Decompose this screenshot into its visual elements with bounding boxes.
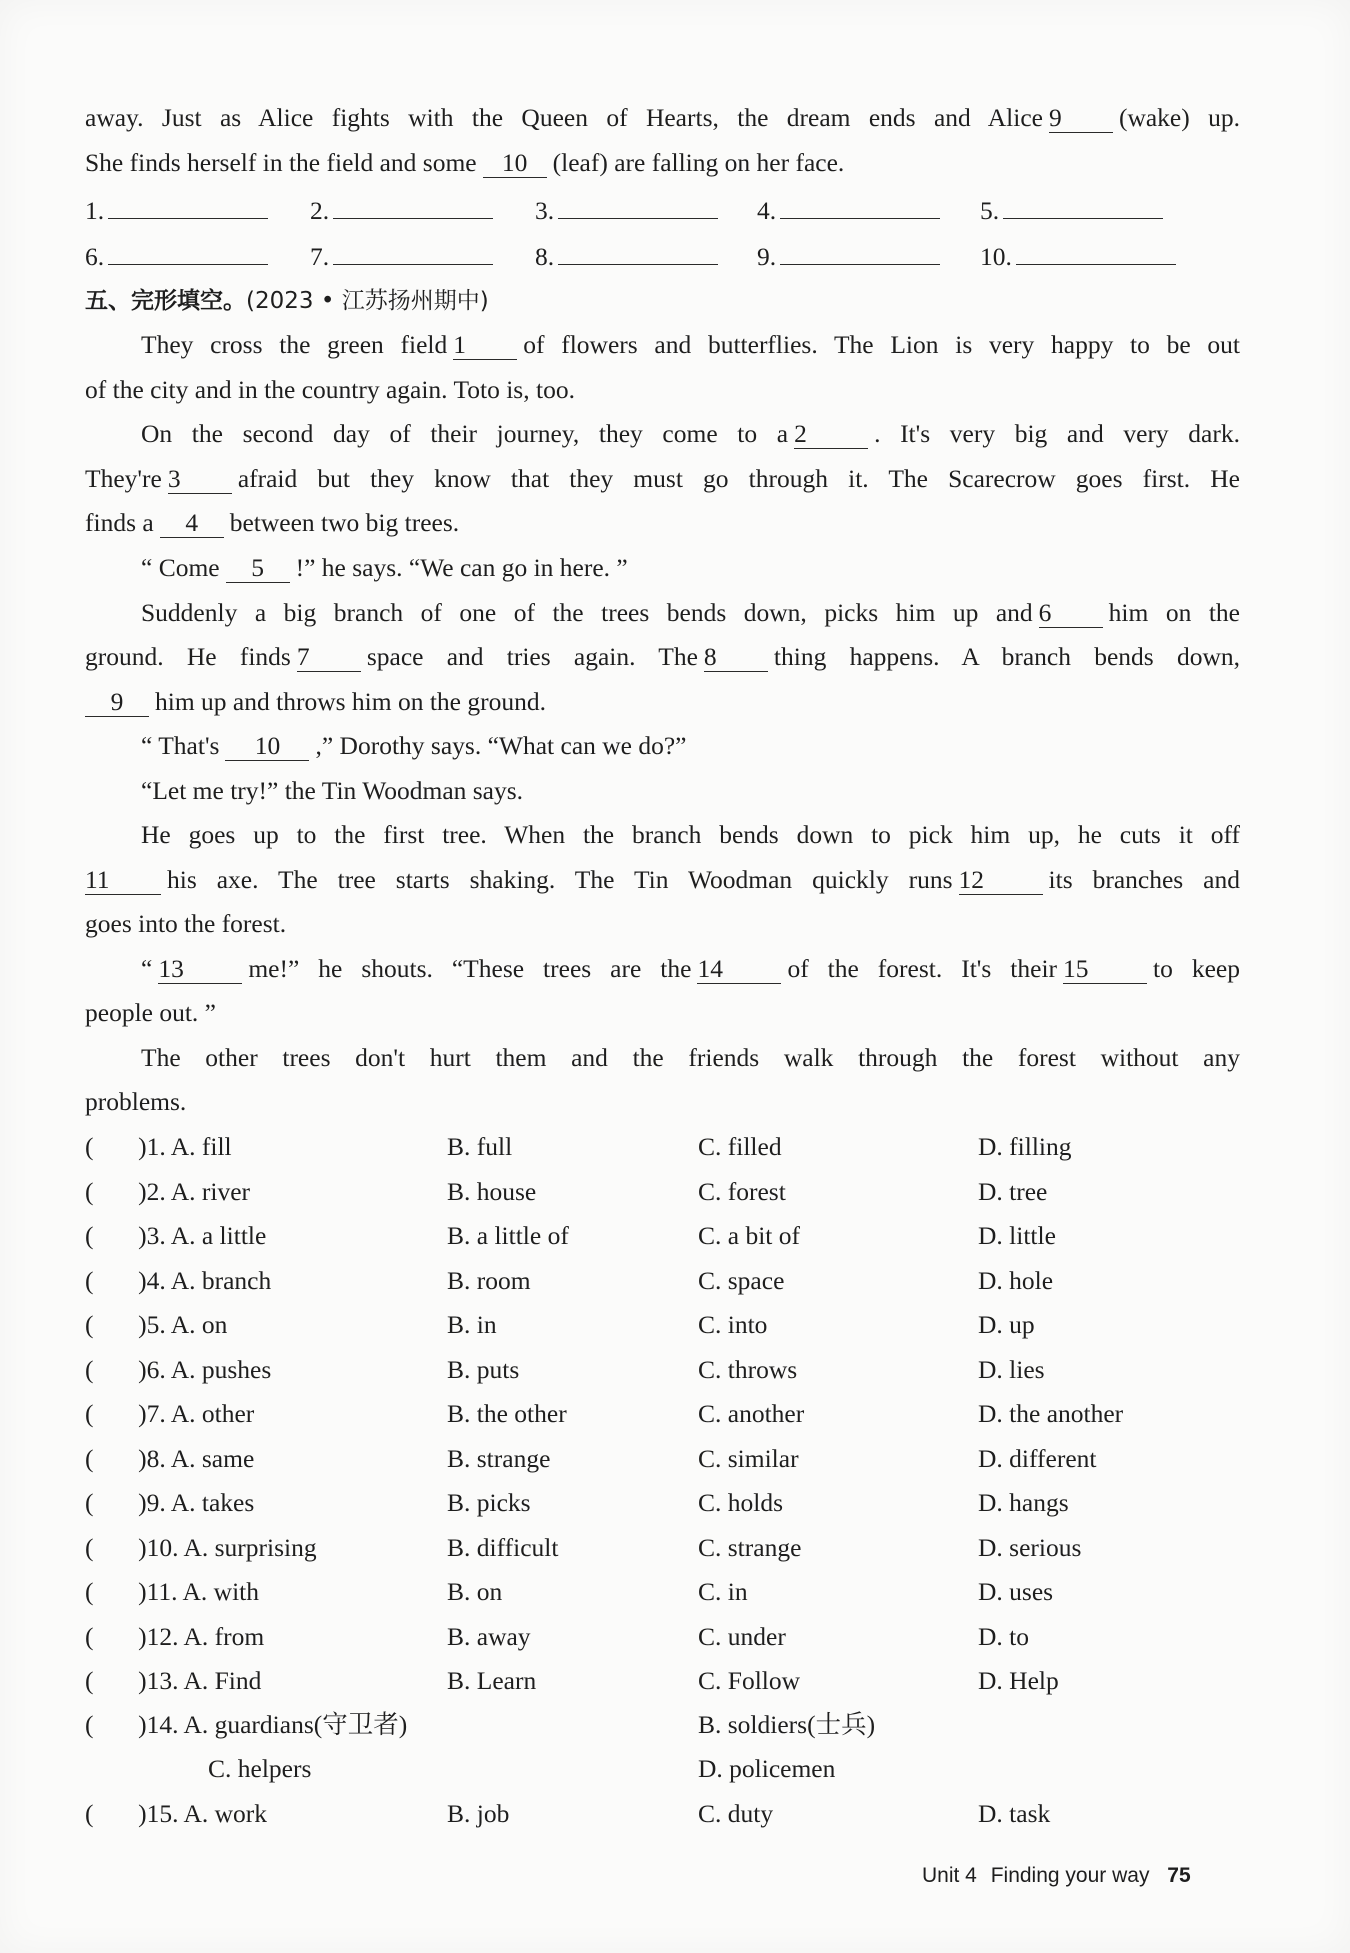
footer-title: Finding your way [990,1864,1150,1887]
page-footer [922,1864,1191,1888]
passage-text: She finds herself in the field and some [85,148,477,177]
answer-number: 5. [980,196,1000,225]
option-a[interactable]: ( )4. A. branch [85,1265,272,1295]
page-number: 75 [1167,1864,1191,1887]
option-b[interactable]: B. full [447,1132,513,1161]
answer-number: 10. [980,242,1012,271]
blank-9[interactable]: 9 [1049,104,1113,133]
option-a[interactable]: ( )8. A. same [85,1443,255,1473]
answer-number: 3. [535,196,555,225]
option-c[interactable]: C. strange [698,1532,802,1562]
option-d[interactable]: D. uses [978,1577,1054,1606]
option-d[interactable]: D. Help [978,1666,1059,1695]
option-b[interactable]: B. strange [447,1443,551,1473]
section-source: (2023 • 江苏扬州期中) [246,288,489,314]
option-c[interactable]: C. similar [698,1443,799,1473]
option-d[interactable]: D. different [978,1443,1097,1473]
answer-number: 1. [85,196,105,225]
option-a[interactable]: ( )5. A. on [85,1310,228,1339]
option-c[interactable]: C. throws [698,1354,798,1384]
cloze-line: “Let me try!” the Tin Woodman says. [141,776,524,805]
option-c[interactable]: C. another [698,1399,805,1428]
option-d[interactable]: D. up [978,1310,1035,1339]
cloze-blank-15[interactable]: 15 [1063,955,1147,984]
option-b[interactable]: B. job [447,1799,510,1828]
answer-number: 6. [85,242,105,271]
answer-number: 7. [310,242,330,271]
cloze-line: problems. [85,1087,187,1116]
option-a[interactable]: ( )6. A. pushes [85,1354,272,1384]
option-c[interactable]: C. filled [698,1132,782,1161]
option-d[interactable]: D. hole [978,1265,1054,1295]
section-title: 五、完形填空。 [85,288,246,314]
option-d[interactable]: D. tree [978,1176,1048,1206]
blank-10[interactable]: 10 [483,149,547,178]
answer-number: 9. [757,242,777,271]
cloze-line: Suddenly a big branch of one of the trees bends down, picks him up and 6 him on the [141,598,1240,627]
cloze-blank-11[interactable]: 11 [85,866,161,895]
option-b[interactable]: B. difficult [447,1532,559,1562]
answer-blank[interactable] [108,192,268,219]
option-d[interactable]: D. little [978,1221,1056,1250]
option-d[interactable]: D. lies [978,1354,1045,1384]
option-c[interactable]: C. a bit of [698,1221,800,1250]
option-b[interactable]: B. away [447,1621,531,1651]
option-d[interactable]: D. filling [978,1132,1072,1161]
option-b[interactable]: B. room [447,1265,531,1295]
cloze-line: “ That's 10 ,” Dorothy says. “What can we do?” [141,731,687,760]
cloze-line: “ Come 5 !” he says. “We can go in here. ” [141,553,628,582]
cloze-blank-8[interactable]: 8 [704,643,768,672]
option-b[interactable]: B. on [447,1577,503,1606]
footer-unit: Unit 4 [922,1864,977,1887]
option-a[interactable]: ( )7. A. other [85,1399,255,1428]
cloze-blank-10[interactable]: 10 [225,732,309,761]
cloze-line: “ 13 me!” he shouts. “These trees are the 14 of the forest. It's their 15 to keep [141,954,1240,983]
option-c[interactable]: C. Follow [698,1666,801,1695]
cloze-blank-1[interactable]: 1 [453,331,517,360]
answer-blank[interactable] [558,192,718,219]
option-d[interactable]: D. policemen [698,1754,836,1783]
cloze-blank-3[interactable]: 3 [168,465,232,494]
cloze-line: of the city and in the country again. Toto is, too. [85,375,575,404]
cloze-blank-14[interactable]: 14 [697,955,781,984]
cloze-line: They cross the green field 1 of flowers and butterflies. The Lion is very happy to be out [141,330,1241,359]
cloze-line: He goes up to the first tree. When the branch bends down to pick him up, he cuts it off [141,820,1240,849]
option-d[interactable]: D. to [978,1621,1029,1651]
cloze-blank-6[interactable]: 6 [1039,599,1103,628]
passage-text: (wake) up. [1118,103,1240,132]
option-a[interactable]: ( )14. A. guardians(守卫者) [85,1710,408,1739]
option-c[interactable]: C. space [698,1265,785,1295]
cloze-line: On the second day of their journey, they come to a 2 . It's very big and very dark. [141,419,1240,448]
option-d[interactable]: D. serious [978,1532,1082,1562]
option-b[interactable]: B. a little of [447,1221,569,1250]
option-a[interactable]: ( )3. A. a little [85,1221,267,1250]
option-c[interactable]: C. helpers [208,1754,312,1783]
answer-blank[interactable] [108,238,268,265]
passage-text: (leaf) are falling on her face. [552,148,845,177]
option-a[interactable]: ( )9. A. takes [85,1488,255,1517]
option-a[interactable]: ( )10. A. surprising [85,1532,317,1562]
option-c[interactable]: C. under [698,1621,786,1651]
cloze-line: ground. He finds 7 space and tries again. The 8 thing happens. A branch bends down, [85,642,1240,671]
option-a[interactable]: ( )12. A. from [85,1621,265,1651]
cloze-blank-2[interactable]: 2 [794,420,868,449]
option-b[interactable]: B. puts [447,1354,520,1384]
cloze-line: They're 3 afraid but they know that they must go through it. The Scarecrow goes first. He [85,464,1240,493]
option-d[interactable]: D. task [978,1799,1051,1828]
option-b[interactable]: B. in [447,1310,497,1339]
answer-blank[interactable] [558,238,718,265]
cloze-line: The other trees don't hurt them and the friends walk through the forest without any [141,1043,1240,1072]
option-c[interactable]: C. forest [698,1176,786,1206]
answer-blank[interactable] [333,192,493,219]
option-d[interactable]: D. hangs [978,1488,1069,1517]
answer-blank[interactable] [1003,192,1163,219]
option-c[interactable]: C. into [698,1310,768,1339]
cloze-blank-9[interactable]: 9 [85,688,149,717]
cloze-line: finds a 4 between two big trees. [85,508,460,537]
option-a[interactable]: ( )13. A. Find [85,1666,262,1695]
section-heading [85,283,1240,319]
cloze-blank-12[interactable]: 12 [959,866,1043,895]
cloze-line: goes into the forest. [85,909,287,938]
cloze-blank-7[interactable]: 7 [297,643,361,672]
passage-line [85,145,1240,181]
answer-blank[interactable] [333,238,493,265]
option-b[interactable]: B. the other [447,1399,567,1428]
option-c[interactable]: C. holds [698,1488,784,1517]
cloze-blank-13[interactable]: 13 [158,955,242,984]
option-a[interactable]: ( )11. A. with [85,1577,260,1606]
option-b[interactable]: B. picks [447,1488,531,1517]
option-c[interactable]: C. duty [698,1799,774,1828]
passage-text: away. Just as Alice fights with the Queen of Hearts, the dream ends and Alice [85,103,1043,132]
cloze-blank-4[interactable]: 4 [160,509,224,538]
cloze-line: 9 him up and throws him on the ground. [85,684,1240,720]
option-d[interactable]: D. the another [978,1399,1124,1428]
option-a[interactable]: ( )1. A. fill [85,1132,232,1161]
passage-line [85,100,1240,136]
option-b[interactable]: B. soldiers(士兵) [698,1710,876,1739]
cloze-blank-5[interactable]: 5 [226,554,290,583]
option-a[interactable]: ( )2. A. river [85,1176,251,1206]
answer-blank[interactable] [780,192,940,219]
answer-number: 8. [535,242,555,271]
option-a[interactable]: ( )15. A. work [85,1799,268,1828]
cloze-line: people out. ” [85,998,216,1027]
answer-number: 4. [757,196,777,225]
option-b[interactable]: B. house [447,1176,537,1206]
answer-blank[interactable] [1016,238,1176,265]
answer-blank[interactable] [780,238,940,265]
option-c[interactable]: C. in [698,1577,748,1606]
option-b[interactable]: B. Learn [447,1666,537,1695]
cloze-line: 11 his axe. The tree starts shaking. The Tin Woodman quickly runs 12 its branches and [85,865,1241,894]
answer-number: 2. [310,196,330,225]
